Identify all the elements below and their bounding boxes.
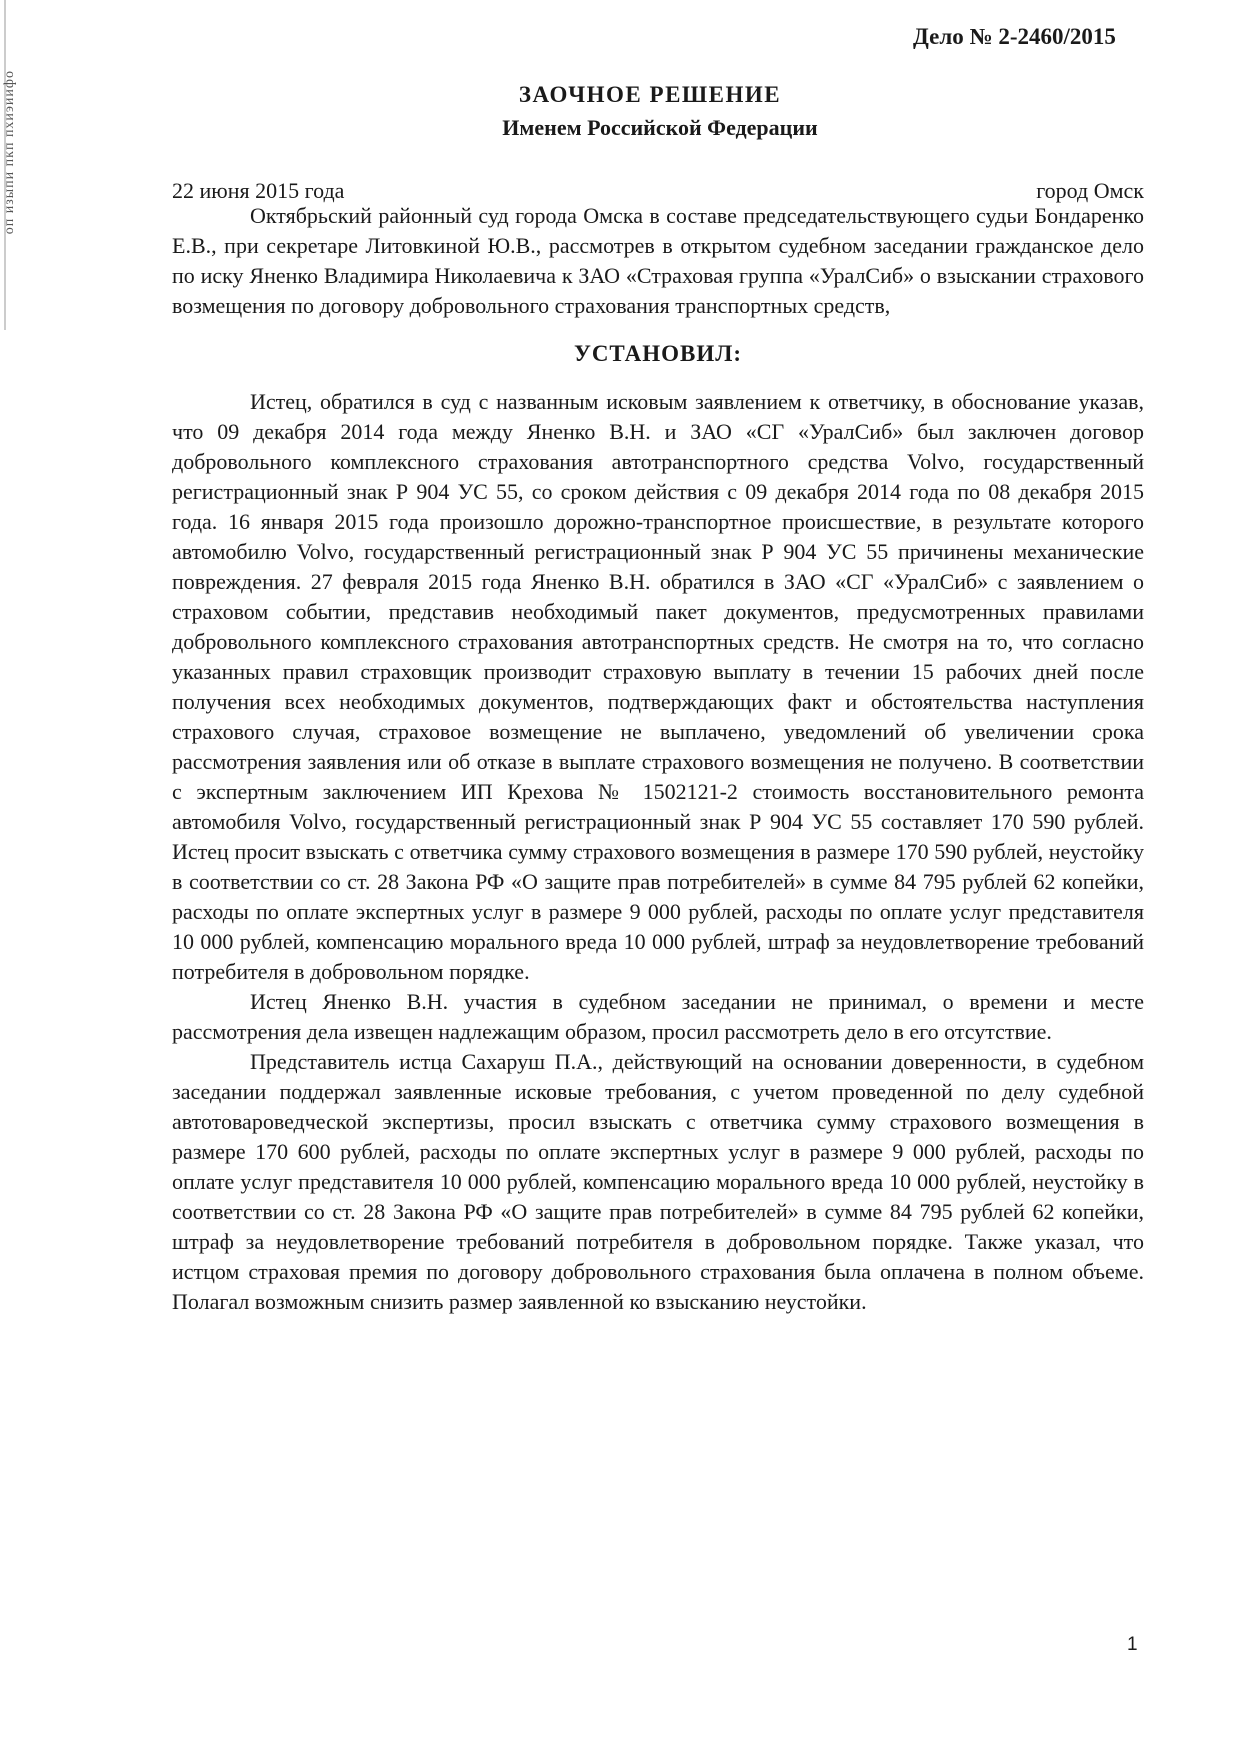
margin-stamp: оп изыпи пкп пхиэиифо [2,70,17,235]
document-title: ЗАОЧНОЕ РЕШЕНИЕ [518,82,782,107]
decision-date: 22 июня 2015 года [172,178,345,203]
paragraph-representative: Представитель истца Сахаруш П.А., действующий на основании доверенности, в судебном заседании поддержал заявленные исковые требования, с учетом проведенной по делу судебной автотовароведческой экспертизы, просил взыскать с ответчика сумму страхового возмещения в размере 170 600 рублей, расходы по оплате экспертных услуг в размере 9 000 рублей, расходы по оплате услуг представителя 10 000 рублей, компенсацию морального вреда 10 000 рублей, неустойку в соответствии со ст. 28 Закона РФ «О защите прав потребителей» в сумме 84 795 рублей 62 копейки, штраф за неудовлетворение требований потребителя в добровольном порядке. Также указал, что истцом страховая премия по договору добровольного страхования была оплачена в полном объеме. Полагал возможным снизить размер заявленной ко взысканию неустойки. [172,1049,1144,1314]
section-title: УСТАНОВИЛ: [573,341,743,366]
decision-city: город Омск [1036,178,1144,203]
paragraph-plaintiff-absence: Истец Яненко В.Н. участия в судебном заседании не принимал, о времени и месте рассмотрения дела извещен надлежащим образом, просил рассмотреть дело в его отсутствие. [172,989,1144,1044]
case-number: Дело № 2-2460/2015 [913,24,1116,49]
page-number: 1 [1127,1634,1138,1655]
document-body [172,201,1144,1317]
intro-paragraph: Октябрьский районный суд города Омска в составе председательствующего судьи Бондаренко Е.В., при секретаре Литовкиной Ю.В., рассмотрев в открытом судебном заседании гражданское дело по иску Яненко Владимира Николаевича к ЗАО «Страховая группа «УралСиб» о взыскании страхового возмещения по договору добровольного страхования транспортных средств, [172,203,1144,318]
document-subtitle: Именем Российской Федерации [502,115,818,140]
paragraph-claim: Истец, обратился в суд с названным исковым заявлением к ответчику, в обоснование указав, что 09 декабря 2014 года между Яненко В.Н. и ЗАО «СГ «УралСиб» был заключен договор добровольного комплексного страхования автотранспортного средства Volvo, государственный регистрационный знак Р 904 УС 55, со сроком действия с 09 декабря 2014 года по 08 декабря 2015 года. 16 января 2015 года произошло дорожно-транспортное происшествие, в результате которого автомобилю Volvo, государственный регистрационный знак Р 904 УС 55 причинены механические повреждения. 27 февраля 2015 года Яненко В.Н. обратился в ЗАО «СГ «УралСиб» с заявлением о страховом событии, представив необходимый пакет документов, предусмотренных правилами добровольного комплексного страхования автотранспортных средств. Не смотря на то, что согласно указанных правил страховщик производит страховую выплату в течении 15 рабочих дней после получения всех необходимых документов, подтверждающих факт и обстоятельства наступления страхового случая, страховое возмещение не выплачено, уведомлений об увеличении срока рассмотрения заявления или об отказе в выплате страхового возмещения не получено. В соответствии с экспертным заключением ИП Крехова № 1502121-2 стоимость восстановительного ремонта автомобиля Volvo, государственный регистрационный знак Р 904 УС 55 составляет 170 590 рублей. Истец просит взыскать с ответчика сумму страхового возмещения в размере 170 590 рублей, неустойку в соответствии со ст. 28 Закона РФ «О защите прав потребителей» в сумме 84 795 рублей 62 копейки, расходы по оплате экспертных услуг в размере 9 000 рублей, расходы по оплате услуг представителя 10 000 рублей, компенсацию морального вреда 10 000 рублей, штраф за неудовлетворение требований потребителя в добровольном порядке. [172,389,1144,984]
